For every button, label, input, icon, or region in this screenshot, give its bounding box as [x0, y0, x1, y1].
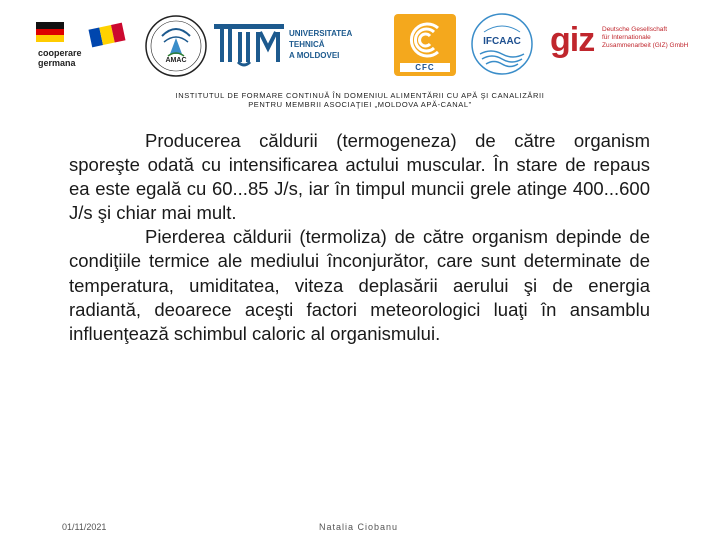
cooperare-logo-text: cooperare germana: [38, 48, 82, 68]
slide-body: [69, 129, 650, 346]
ifcaac-logo: [470, 12, 534, 76]
footer-date: 01/11/2021: [62, 522, 107, 532]
amac-logo-text: AMAC: [165, 57, 187, 64]
german-flag-icon: [36, 22, 64, 42]
paragraph-thermolysis: Pierderea căldurii (termoliza) de către organism depinde de condiţiile termice ale mediului înconjurător, care sunt determinate de temperatura, umiditatea, viteza deplasării aerului şi de energia radiantă, deoarece aceşti factori meteorologici luaţi în ansamblu influenţează schimbul caloric al organismului.: [69, 226, 650, 344]
institute-caption-line1: INSTITUTUL DE FORMARE CONTINUĂ ÎN DOMENIUL ALIMENTĂRII CU APĂ ŞI CANALIZĂRII: [175, 91, 545, 100]
giz-logo-subtitle: Deutsche Gesellschaft für Internationale Zusammenarbeit (GIZ) GmbH: [602, 26, 689, 49]
footer-author: Natalia Ciobanu: [319, 522, 399, 532]
cfc-logo-text: CFC: [400, 63, 450, 72]
moldovan-flag-icon: [89, 23, 126, 48]
utm-logo: [214, 18, 374, 68]
utm-logo-text: UNIVERSITATEA TEHNICĂ A MOLDOVEI: [289, 29, 352, 60]
cooperare-germana-logo: [30, 18, 130, 78]
institute-caption-line2: PENTRU MEMBRII ASOCIAŢIEI „MOLDOVA APĂ-CANAL”: [248, 100, 472, 109]
paragraph-thermogenesis: Producerea căldurii (termogeneza) de către organism sporeşte odată cu intensificarea actului muscular. În stare de repaus ea este egală cu 60...85 J/s, iar în timpul muncii grele atinge 400...600 J/s şi chiar mai mult.: [69, 130, 650, 224]
giz-logo-word: giz: [550, 21, 595, 59]
cfc-logo: [394, 14, 456, 76]
amac-logo: [144, 14, 208, 78]
giz-logo: [548, 18, 708, 68]
logo-strip: [0, 0, 720, 86]
ifcaac-logo-text: IFCAAC: [483, 36, 521, 47]
